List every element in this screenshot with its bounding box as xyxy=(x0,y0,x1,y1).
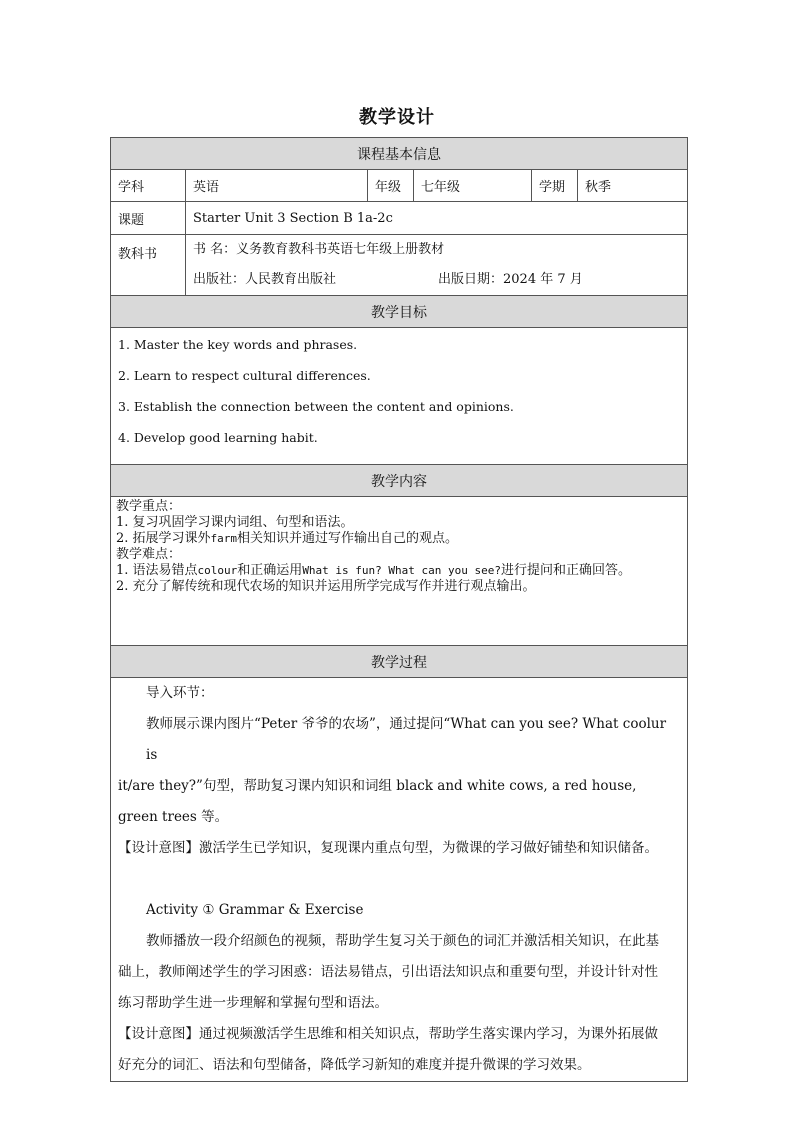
objectives-header-row xyxy=(111,296,688,328)
textbook-row xyxy=(111,235,688,296)
key-point-1: 1. 复习巩固学习课内词组、句型和语法。 xyxy=(116,515,354,530)
difficulty-2: 2. 充分了解传统和现代农场的知识并运用所学完成写作并进行观点输出。 xyxy=(116,579,536,594)
process-title: 教学过程 xyxy=(111,646,688,678)
objective-item: 2. Learn to respect cultural differences. xyxy=(118,368,371,383)
objective-item: 1. Master the key words and phrases. xyxy=(118,337,358,352)
key-points-label: 教学重点： xyxy=(116,499,182,514)
key-point-2-text-a: 2. 拓展学习课外 xyxy=(116,531,211,546)
process-header-row xyxy=(111,646,688,678)
process-body xyxy=(111,678,688,1082)
basic-info-row xyxy=(111,170,688,202)
content-row xyxy=(111,497,688,646)
spacer xyxy=(118,864,680,895)
activity-paragraph-line: 练习帮助学生进一步理解和掌握句型和语法。 xyxy=(118,995,388,1011)
key-point-2 xyxy=(116,531,682,547)
lesson-plan-table xyxy=(110,137,688,1082)
objectives-title: 教学目标 xyxy=(111,296,688,328)
intro-paragraph-line: 教师展示课内图片“Peter 爷爷的农场”，通过提问“What can you see? What coolur is xyxy=(146,716,667,763)
key-point-2-text-b: 相关知识并通过写作输出自己的观点。 xyxy=(237,531,459,546)
activity-paragraph-line: 教师播放一段介绍颜色的视频，帮助学生复习关于颜色的词汇并激活相关知识，在此基 xyxy=(146,933,659,949)
difficulty-1-code-2: What is fun? What can you see? xyxy=(302,564,501,577)
term-value: 秋季 xyxy=(578,170,688,202)
content-header-row xyxy=(111,465,688,497)
activity-paragraph-line: 础上，教师阐述学生的学习困惑：语法易错点，引出语法知识点和重要句型，并设计针对性 xyxy=(118,964,658,980)
grade-value: 七年级 xyxy=(414,170,532,202)
content-body xyxy=(111,497,688,646)
activity-design-intent: 【设计意图】通过视频激活学生思维和相关知识点，帮助学生落实课内学习，为课外拓展做 xyxy=(118,1026,658,1042)
process-row xyxy=(111,678,688,1082)
difficulty-1-text-c: 进行提问和正确回答。 xyxy=(501,563,632,578)
subject-label: 学科 xyxy=(111,170,186,202)
document-title: 教学设计 xyxy=(359,107,435,128)
objectives-row xyxy=(111,328,688,465)
basic-info-title: 课程基本信息 xyxy=(111,138,688,170)
activity-design-intent: 好充分的词汇、语法和句型储备，降低学习新知的难度并提升微课的学习效果。 xyxy=(118,1057,591,1073)
objective-item: 4. Develop good learning habit. xyxy=(118,430,318,445)
grade-label: 年级 xyxy=(368,170,414,202)
difficulty-1-text-a: 1. 语法易错点 xyxy=(116,563,198,578)
difficulties-label: 教学难点： xyxy=(116,547,182,562)
difficulty-1 xyxy=(116,563,682,579)
textbook-label: 教科书 xyxy=(111,235,186,296)
textbook-publisher-line xyxy=(186,265,687,295)
objectives-list xyxy=(111,328,688,465)
lesson-label: 课题 xyxy=(111,202,186,235)
intro-design-intent: 【设计意图】激活学生已学知识，复现课内重点句型，为微课的学习做好铺垫和知识储备。 xyxy=(118,840,658,856)
difficulty-1-text-b: 和正确运用 xyxy=(237,563,303,578)
term-label: 学期 xyxy=(532,170,578,202)
key-point-2-code: farm xyxy=(210,532,238,545)
difficulty-1-code-1: colour xyxy=(197,564,238,577)
publisher: 出版社：人民教育出版社 xyxy=(193,272,337,287)
textbook-name-line xyxy=(186,235,687,265)
lesson-value: Starter Unit 3 Section B 1a-2c xyxy=(186,202,688,235)
lesson-row xyxy=(111,202,688,235)
textbook-info xyxy=(186,235,688,296)
basic-info-header-row xyxy=(111,138,688,170)
intro-heading: 导入环节： xyxy=(146,685,214,701)
subject-value: 英语 xyxy=(186,170,368,202)
objective-item: 3. Establish the connection between the content and opinions. xyxy=(118,399,514,414)
textbook-name-value: 义务教育教科书英语七年级上册教材 xyxy=(236,242,445,257)
intro-paragraph-line: it/are they?”句型，帮助复习课内知识和词组 black and white cows, a red house, green trees 等。 xyxy=(118,778,637,825)
publication-date: 出版日期：2024 年 7 月 xyxy=(438,272,583,287)
content-title: 教学内容 xyxy=(111,465,688,497)
activity-heading: Activity ① Grammar & Exercise xyxy=(146,902,364,918)
textbook-name-label: 书 名： xyxy=(193,242,237,257)
